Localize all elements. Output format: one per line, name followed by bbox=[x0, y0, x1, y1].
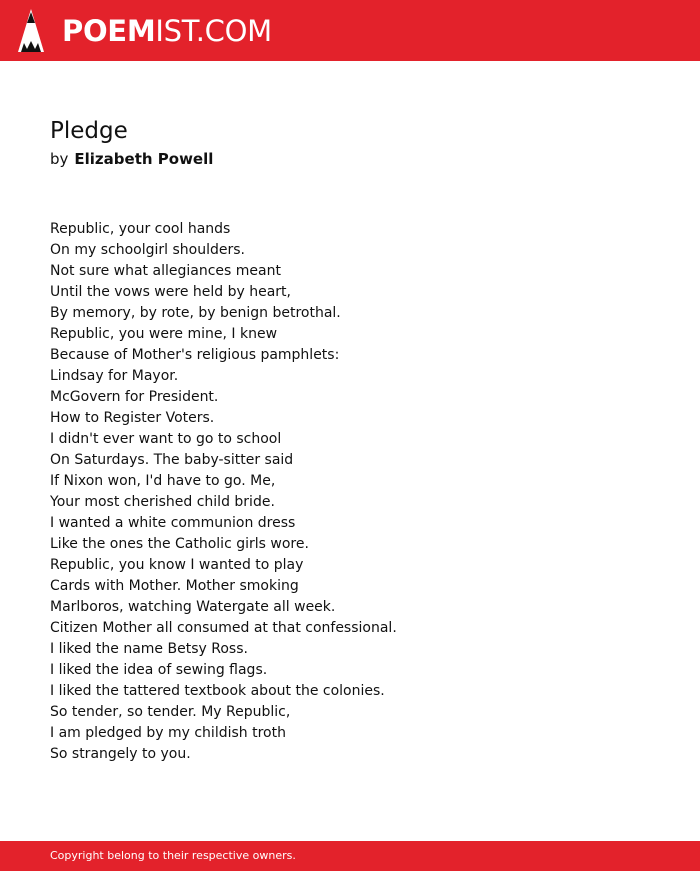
poem-title: Pledge bbox=[50, 118, 128, 144]
poem-line: On my schoolgirl shoulders. bbox=[50, 242, 245, 258]
poem-line: I liked the name Betsy Ross. bbox=[50, 641, 248, 657]
copyright-notice: Copyright belong to their respective owners. bbox=[50, 849, 296, 862]
brand-bold-part: POEM bbox=[62, 14, 156, 48]
pencil-tip-icon[interactable] bbox=[18, 9, 44, 52]
poem-line: If Nixon won, I'd have to go. Me, bbox=[50, 473, 276, 489]
poem-line: I am pledged by my childish troth bbox=[50, 725, 286, 741]
poem-line: Like the ones the Catholic girls wore. bbox=[50, 536, 309, 552]
by-label: by bbox=[50, 150, 69, 168]
poem-line: Until the vows were held by heart, bbox=[50, 284, 291, 300]
brand-light-part: IST.COM bbox=[155, 14, 272, 48]
poem-author: Elizabeth Powell bbox=[74, 150, 214, 168]
poem-body bbox=[50, 219, 397, 765]
poem-line: Citizen Mother all consumed at that confessional. bbox=[50, 620, 397, 636]
poem-line: I wanted a white communion dress bbox=[50, 515, 296, 531]
poem-line: Republic, you know I wanted to play bbox=[50, 557, 304, 573]
poem-line: Republic, your cool hands bbox=[50, 221, 231, 237]
poem-line: Republic, you were mine, I knew bbox=[50, 326, 278, 342]
poem-line: How to Register Voters. bbox=[50, 410, 215, 426]
poem-line: Not sure what allegiances meant bbox=[50, 263, 281, 279]
poem-line: I didn't ever want to go to school bbox=[50, 431, 282, 447]
poem-line: So strangely to you. bbox=[50, 746, 191, 762]
poem-line: I liked the tattered textbook about the colonies. bbox=[50, 683, 385, 699]
site-header bbox=[0, 0, 700, 61]
poem-line: Marlboros, watching Watergate all week. bbox=[50, 599, 336, 615]
site-footer bbox=[0, 841, 700, 871]
poem-byline bbox=[50, 148, 213, 170]
poem-line: Your most cherished child bride. bbox=[50, 494, 275, 510]
poem-line: By memory, by rote, by benign betrothal. bbox=[50, 305, 341, 321]
poem-line: On Saturdays. The baby-sitter said bbox=[50, 452, 294, 468]
poem-line: So tender, so tender. My Republic, bbox=[50, 704, 291, 720]
poem-line: Cards with Mother. Mother smoking bbox=[50, 578, 299, 594]
poem-line: Because of Mother's religious pamphlets: bbox=[50, 347, 340, 363]
poem-line: I liked the idea of sewing flags. bbox=[50, 662, 268, 678]
site-logo-text[interactable] bbox=[62, 12, 272, 50]
poem-line: Lindsay for Mayor. bbox=[50, 368, 179, 384]
poem-line: McGovern for President. bbox=[50, 389, 219, 405]
